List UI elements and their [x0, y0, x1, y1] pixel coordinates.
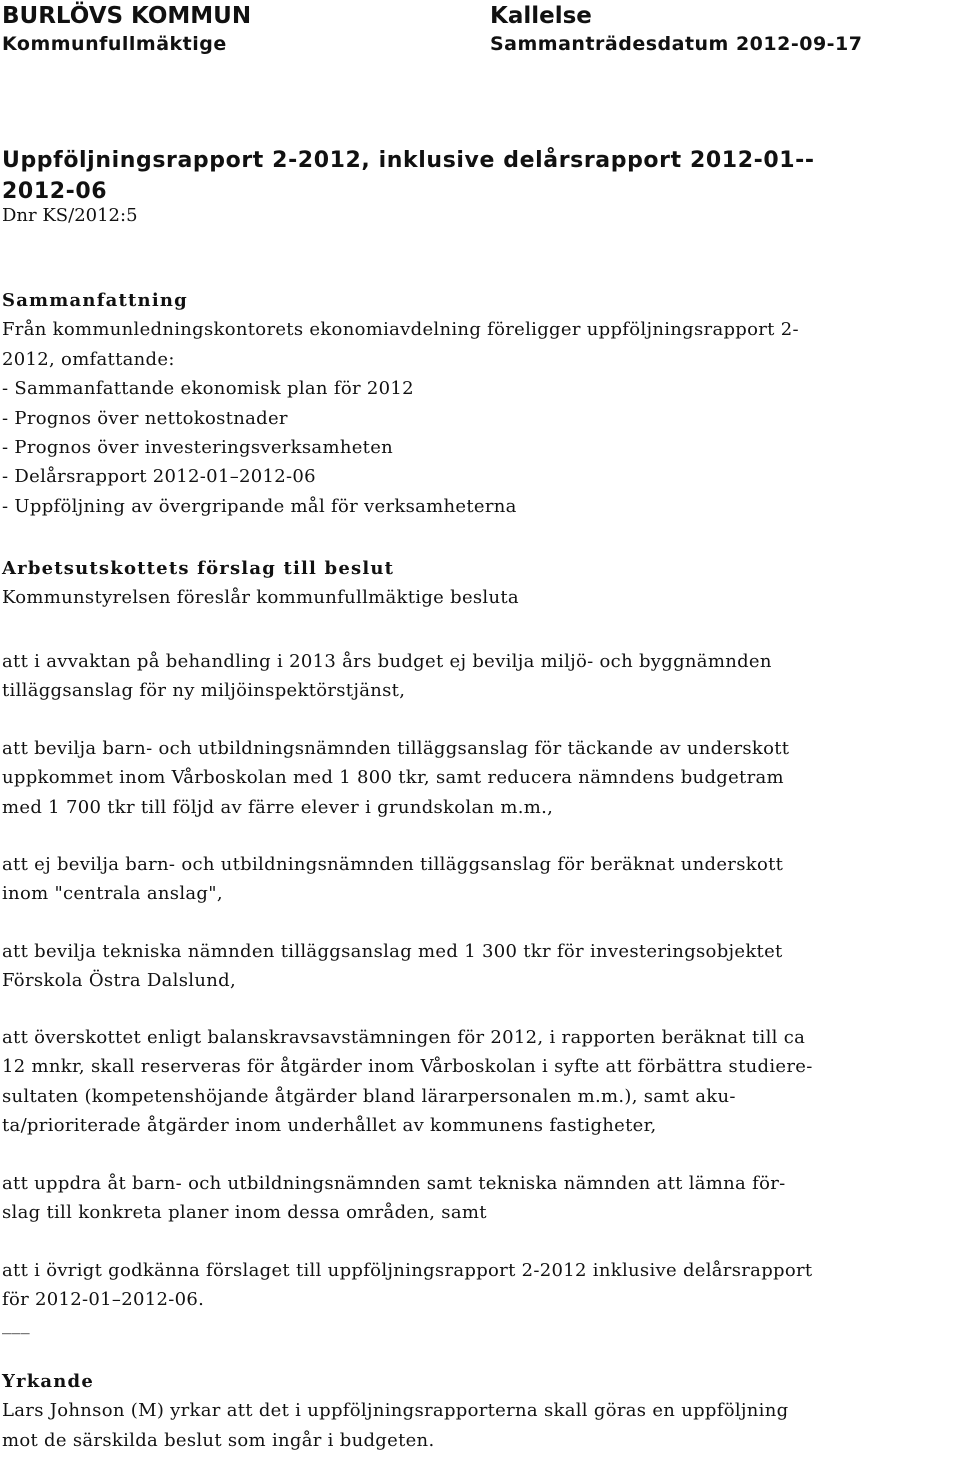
separator-line: ___ [2, 1314, 30, 1335]
summary-line: - Delårsrapport 2012-01–2012-06 [2, 466, 316, 488]
summary-line: - Prognos över investeringsverksamheten [2, 437, 394, 459]
paragraph-line: inom "centrala anslag", [2, 883, 223, 905]
paragraph-line: ta/prioriterade åtgärder inom underhållet av kommunens fastigheter, [2, 1115, 657, 1137]
paragraph-line: att uppdra åt barn- och utbildningsnämnden samt tekniska nämnden att lämna för- [2, 1173, 786, 1194]
org-name: BURLÖVS KOMMUN [2, 3, 252, 29]
document-title [2, 145, 952, 207]
summary-line: - Uppföljning av övergripande mål för verksamheterna [2, 495, 517, 517]
title-line: 2012-06 [2, 179, 108, 204]
paragraph-line: sultaten (kompetenshöjande åtgärder bland lärarpersonalen m.m.), samt aku- [2, 1085, 736, 1107]
paragraph-line: att bevilja barn- och utbildningsnämnden tilläggsanslag för täckande av underskott [2, 738, 790, 759]
proposal-paragraph [2, 850, 958, 909]
proposal-paragraph [2, 937, 958, 996]
summary-heading: Sammanfattning [2, 290, 188, 311]
summary-line: Från kommunledningskontorets ekonomiavdelning föreligger uppföljningsrapport 2- [2, 319, 799, 341]
proposal-paragraph [2, 647, 958, 706]
paragraph-line: slag till konkreta planer inom dessa områden, samt [2, 1202, 487, 1224]
proposal-paragraph [2, 734, 958, 822]
document-type: Kallelse [490, 3, 592, 29]
paragraph-line: att överskottet enligt balanskravsavstämningen för 2012, i rapporten beräknat till ca [2, 1027, 806, 1048]
paragraph-line: att ej bevilja barn- och utbildningsnämnden tilläggsanslag för beräknat underskott [2, 854, 784, 875]
motion-section [2, 1367, 958, 1455]
paragraph-line: tilläggsanslag för ny miljöinspektörstjänst, [2, 680, 406, 702]
summary-section [2, 286, 958, 521]
motion-line: Lars Johnson (M) yrkar att det i uppföljningsrapporterna skall göras en uppföljning [2, 1400, 789, 1422]
paragraph-line: att i avvaktan på behandling i 2013 års budget ej bevilja miljö- och byggnämnden [2, 651, 772, 672]
paragraph-line: 12 mnkr, skall reserveras för åtgärder inom Vårboskolan i syfte att förbättra studiere- [2, 1056, 813, 1078]
summary-line: - Prognos över nettokostnader [2, 407, 288, 429]
proposal-heading: Arbetsutskottets förslag till beslut [2, 558, 395, 579]
paragraph-line: att i övrigt godkänna förslaget till uppföljningsrapport 2-2012 inklusive delårsrapport [2, 1260, 813, 1281]
paragraph-line: uppkommet inom Vårboskolan med 1 800 tkr, samt reducera nämndens budgetram [2, 767, 784, 789]
meeting-date: Sammanträdesdatum 2012-09-17 [490, 33, 863, 55]
motion-heading: Yrkande [2, 1371, 94, 1392]
proposal-paragraph [2, 1256, 958, 1315]
proposal-paragraph [2, 1169, 958, 1228]
proposal-intro: Kommunstyrelsen föreslår kommunfullmäktige besluta [2, 587, 519, 609]
proposal-section [2, 554, 958, 613]
motion-line: mot de särskilda beslut som ingår i budgeten. [2, 1429, 435, 1451]
summary-line: 2012, omfattande: [2, 348, 175, 370]
paragraph-line: Förskola Östra Dalslund, [2, 970, 236, 992]
paragraph-line: med 1 700 tkr till följd av färre elever i grundskolan m.m., [2, 796, 554, 818]
case-number: Dnr KS/2012:5 [2, 205, 138, 226]
proposal-paragraph [2, 1023, 958, 1141]
paragraph-line: att bevilja tekniska nämnden tilläggsanslag med 1 300 tkr för investeringsobjektet [2, 941, 783, 962]
summary-line: - Sammanfattande ekonomisk plan för 2012 [2, 378, 414, 400]
title-line: Uppföljningsrapport 2-2012, inklusive delårsrapport 2012-01-- [2, 148, 815, 173]
governing-body: Kommunfullmäktige [2, 33, 227, 55]
paragraph-line: för 2012-01–2012-06. [2, 1289, 205, 1311]
